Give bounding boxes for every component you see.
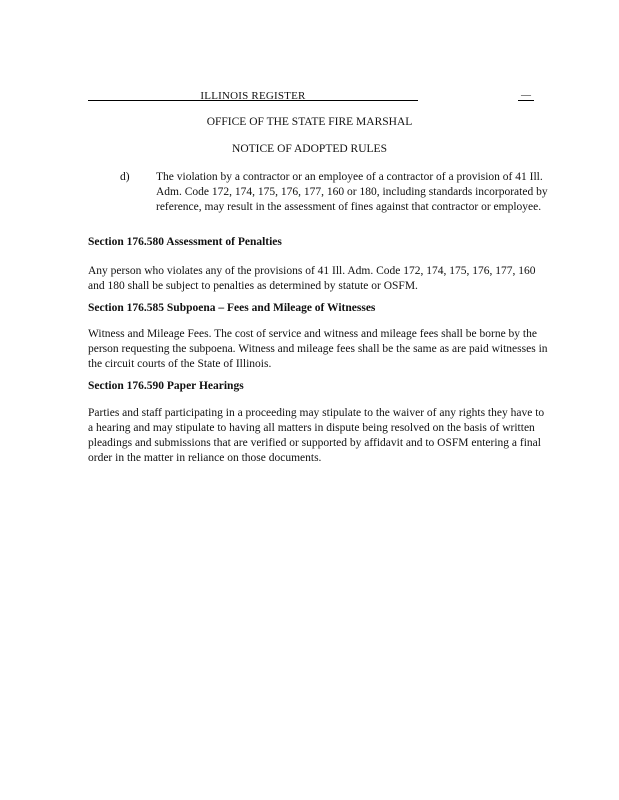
section-176-585-text: Witness and Mileage Fees. The cost of service and witness and mileage fees shall be borne by the person requesting the subpoena. Witness and mileage fees shall be the same as are paid witnesses in the circuit courts of the State of Illinois. [88,328,548,370]
subsection-d-label: d) [120,171,130,183]
header-page-number: — [518,90,534,101]
section-176-580-heading: Section 176.580 Assessment of Penalties [88,236,282,248]
section-176-590-heading: Section 176.590 Paper Hearings [88,380,244,392]
section-176-580-text: Any person who violates any of the provisions of 41 Ill. Adm. Code 172, 174, 175, 176, 177, 160 and 180 shall be subject to penalties as determined by statute or OSFM. [88,265,536,292]
subsection-d-text: The violation by a contractor or an employee of a contractor of a provision of 41 Ill. Adm. Code 172, 174, 175, 176, 177, 160 or 180, including standards incorporated by reference, may result in the assessment of fines against that contractor or employee. [156,171,548,213]
section-176-585-heading: Section 176.585 Subpoena – Fees and Mileage of Witnesses [88,302,376,314]
agency-title: OFFICE OF THE STATE FIRE MARSHAL [206,116,413,128]
header-rule [88,100,418,101]
notice-title: NOTICE OF ADOPTED RULES [232,143,387,155]
register-header-title: ILLINOIS REGISTER [200,90,306,102]
section-176-590-text: Parties and staff participating in a proceeding may stipulate to the waiver of any rights they have to a hearing and may stipulate to having all matters in dispute being resolved on the basis of written pleadings and submissions that are verified or supported by affidavit and to OSFM entering a final order in the matter in reliance on those documents. [88,407,545,464]
